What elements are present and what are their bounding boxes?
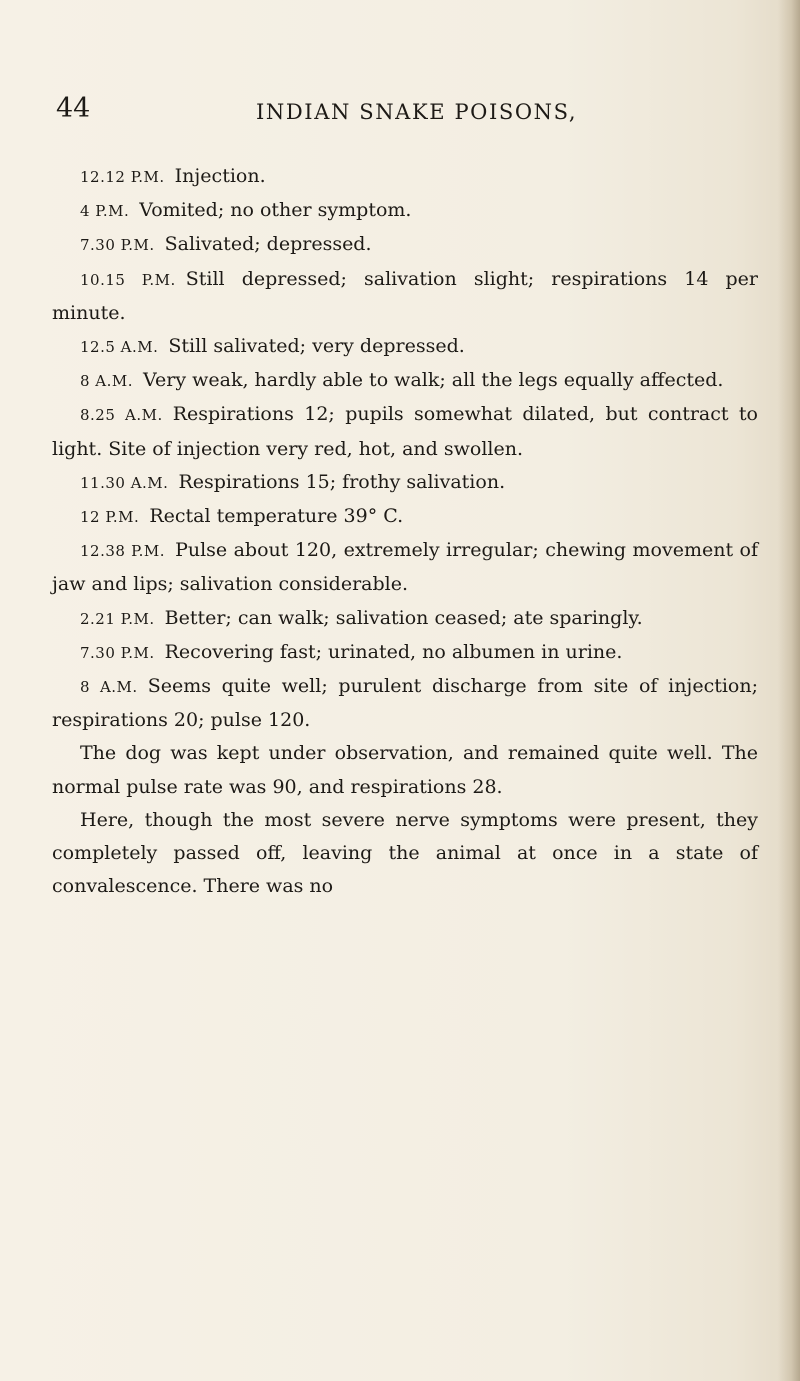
observation-entry	[52, 466, 758, 500]
observation-entry	[52, 263, 758, 330]
entry-text: Salivated; depressed.	[164, 233, 372, 256]
entry-text: Better; can walk; salivation ceased; ate sparingly.	[164, 606, 643, 629]
body-text	[52, 160, 758, 903]
entry-time: 12.38 P.M.	[80, 542, 166, 561]
entry-text: Seems quite well; purulent discharge from site of injection; respirations 20; pulse 120.	[52, 675, 758, 732]
observation-entry	[52, 228, 758, 262]
entry-text: Pulse about 120, extremely irregular; chewing movement of jaw and lips; salivation considerable.	[52, 539, 758, 596]
entry-time: 12 P.M.	[80, 508, 140, 527]
running-title: INDIAN SNAKE POISONS,	[256, 100, 578, 124]
entry-text: Very weak, hardly able to walk; all the legs equally affected.	[143, 369, 724, 392]
entry-time: 11.30 A.M.	[80, 473, 169, 492]
page-edge-shadow	[778, 0, 800, 1381]
entry-text: Respirations 15; frothy salivation.	[178, 470, 506, 493]
body-paragraph: Here, though the most severe nerve symptoms were present, they completely passed off, leaving the animal at once in a state of convalescence. There was no	[52, 808, 758, 898]
observation-entry	[52, 364, 758, 398]
entry-text: Vomited; no other symptom.	[139, 199, 412, 222]
body-paragraph: The dog was kept under observation, and remained quite well. The normal pulse rate was 90, and respirations 28.	[52, 742, 758, 798]
entry-time: 7.30 P.M.	[80, 236, 155, 255]
entry-text: Recovering fast; urinated, no albumen in urine.	[164, 640, 623, 663]
page-number: 44	[56, 93, 91, 124]
entry-text: Injection.	[174, 165, 266, 187]
observation-entry	[52, 602, 758, 636]
observation-entry	[52, 670, 758, 737]
entry-time: 8 A.M.	[80, 372, 134, 391]
observation-entry	[52, 194, 758, 228]
entry-time: 8 A.M.	[80, 678, 138, 697]
entry-text: Still salivated; very depressed.	[168, 335, 465, 358]
entry-text: Rectal temperature 39° C.	[149, 505, 404, 528]
entry-time: 8.25 A.M.	[80, 406, 163, 425]
observation-entry	[52, 330, 758, 364]
observation-entry	[52, 636, 758, 670]
observation-entry	[52, 534, 758, 601]
entry-time: 4 P.M.	[80, 202, 130, 221]
observation-entry	[52, 398, 758, 465]
entry-text: Respirations 12; pupils somewhat dilated, but contract to light. Site of injection very red, hot, and swollen.	[52, 403, 758, 460]
entry-time: 2.21 P.M.	[80, 609, 155, 628]
entry-text: Still depressed; salivation slight; respirations 14 per minute.	[52, 267, 758, 324]
entry-time: 12.12 P.M.	[80, 168, 165, 186]
observation-entry	[52, 500, 758, 534]
entry-time: 12.5 A.M.	[80, 338, 159, 357]
entry-time: 10.15 P.M.	[80, 270, 176, 289]
observation-entry	[52, 160, 758, 194]
entry-time: 7.30 P.M.	[80, 643, 155, 662]
